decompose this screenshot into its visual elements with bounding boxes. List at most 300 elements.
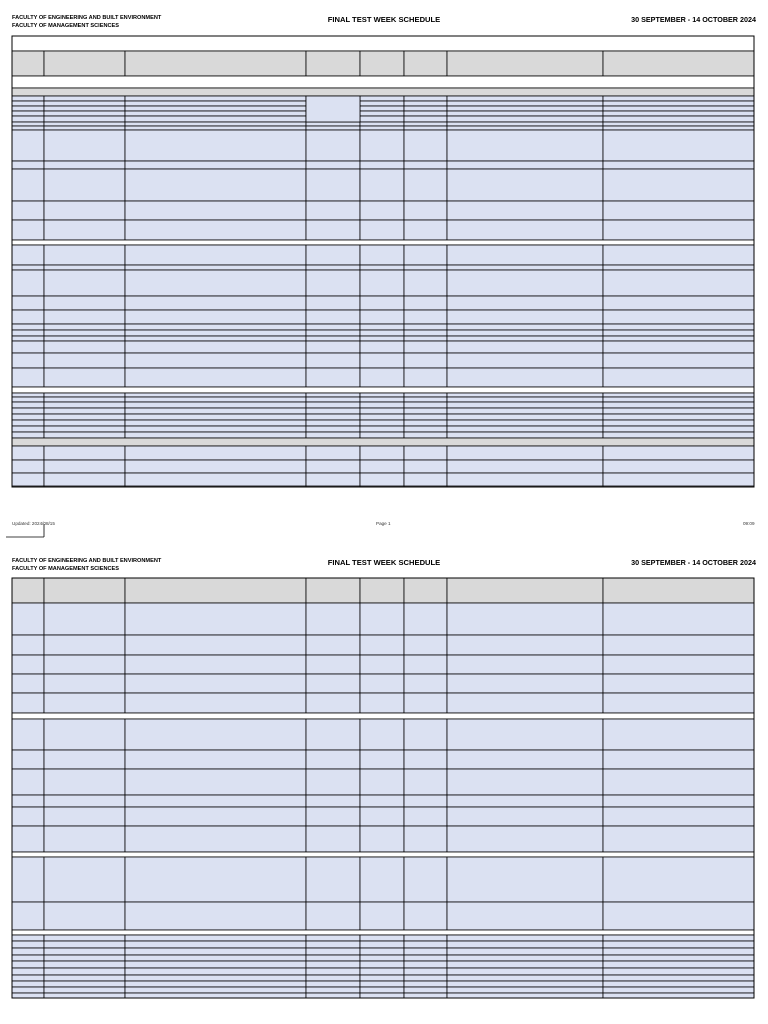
page1-schedule-row-cell — [125, 106, 306, 111]
page2-schedule-row-cell — [603, 635, 754, 655]
page1-schedule-row-cell — [603, 201, 754, 220]
page2-column-header-cell — [125, 578, 306, 603]
page2-schedule-row-cell — [306, 993, 360, 998]
page1-schedule-row-cell — [447, 473, 603, 486]
page1-schedule-row-cell — [12, 397, 44, 402]
page2-schedule-row-cell — [603, 955, 754, 961]
page2-schedule-row-cell — [125, 655, 306, 674]
page1-schedule-row-cell — [125, 245, 306, 265]
page2-schedule-row-cell — [12, 795, 44, 807]
page1-schedule-row-cell — [447, 414, 603, 420]
faculty-line-1: FACULTY OF ENGINEERING AND BUILT ENVIRONMENT — [12, 558, 162, 564]
page2-schedule-row-cell — [12, 693, 44, 713]
page1-schedule-row-cell — [447, 161, 603, 169]
page1-schedule-row-cell — [12, 126, 44, 130]
page1-schedule-row-cell — [447, 460, 603, 473]
page1-schedule-row-cell — [404, 330, 447, 336]
page1-schedule-row-cell — [360, 126, 404, 130]
page2-schedule-row-cell — [404, 750, 447, 769]
page1-schedule-row-cell — [360, 270, 404, 296]
page2-schedule-row-cell — [44, 603, 125, 635]
page1-schedule-row-cell — [447, 101, 603, 106]
page2-schedule-row-cell — [360, 975, 404, 981]
page1-schedule-row-cell — [360, 426, 404, 432]
page2-schedule-row-cell — [44, 993, 125, 998]
page2-column-header-cell — [404, 578, 447, 603]
page1-schedule-row-cell — [404, 473, 447, 486]
page2-schedule-row-cell — [12, 719, 44, 750]
page2-schedule-row-cell — [360, 826, 404, 852]
page1-schedule-row-cell — [12, 161, 44, 169]
page1-schedule-row-cell — [404, 270, 447, 296]
page2-schedule-row-cell — [125, 975, 306, 981]
page2-date-range: 30 SEPTEMBER - 14 OCTOBER 2024 — [631, 558, 756, 567]
page1-schedule-row-cell — [306, 402, 360, 408]
page1-schedule-row-cell — [44, 270, 125, 296]
page1-schedule-row-cell — [447, 402, 603, 408]
page1-schedule-row-cell — [44, 169, 125, 201]
page2-schedule-row-cell — [404, 987, 447, 993]
page1-schedule-row-cell — [603, 341, 754, 353]
footer-time: 09:09 — [743, 521, 755, 526]
page1-schedule-row-cell — [404, 220, 447, 240]
page1-schedule-row-cell — [447, 432, 603, 438]
page1-schedule-row-cell — [603, 460, 754, 473]
page1-schedule-row-cell — [306, 130, 360, 161]
page1-schedule-row-cell — [44, 402, 125, 408]
page1-schedule-row-cell — [12, 473, 44, 486]
page1-schedule-row-cell — [306, 353, 360, 368]
page1-schedule-row-cell — [125, 122, 306, 126]
page1-schedule-row-cell — [44, 130, 125, 161]
page1-schedule-row-cell — [603, 111, 754, 116]
page2-schedule-row-cell — [306, 902, 360, 930]
footer-decoration — [6, 524, 44, 537]
page2-schedule-row-cell — [447, 693, 603, 713]
page2-schedule-row-cell — [125, 769, 306, 795]
page2-schedule-row-cell — [125, 902, 306, 930]
page1-schedule-row-cell — [360, 161, 404, 169]
page2-schedule-row-cell — [12, 655, 44, 674]
page2-schedule-row-cell — [404, 719, 447, 750]
page1-schedule-row-cell — [12, 408, 44, 414]
page1-section-row — [12, 88, 754, 96]
page1-schedule-row-cell — [306, 420, 360, 426]
page2-title: FINAL TEST WEEK SCHEDULE — [327, 558, 441, 567]
page1-schedule-row-cell — [125, 130, 306, 161]
page1-schedule-row-cell — [306, 432, 360, 438]
page1-schedule-row-cell — [447, 330, 603, 336]
page1-schedule-row-cell — [44, 126, 125, 130]
page1-schedule-row-cell — [125, 408, 306, 414]
page2-schedule-row-cell — [447, 993, 603, 998]
page1-schedule-row-cell — [306, 220, 360, 240]
page2-schedule-row-cell — [603, 719, 754, 750]
page2-schedule-row-cell — [44, 902, 125, 930]
page2-schedule-row-cell — [603, 674, 754, 693]
page1-schedule-row-cell — [360, 122, 404, 126]
page1-schedule-row-cell — [306, 270, 360, 296]
page1-schedule-row-cell — [360, 106, 404, 111]
page1-schedule-row-cell — [603, 96, 754, 101]
footer-page-number: Page 1 — [376, 521, 391, 526]
page2-column-header-cell — [306, 578, 360, 603]
page2-table — [12, 578, 754, 998]
page1-schedule-row-cell — [360, 96, 404, 101]
page1-schedule-row-cell — [125, 473, 306, 486]
page2-schedule-row-cell — [360, 857, 404, 902]
page1-schedule-row-cell — [12, 432, 44, 438]
page1-schedule-row-cell — [12, 310, 44, 324]
page1-schedule-row-cell — [12, 220, 44, 240]
page2-schedule-row-cell — [125, 826, 306, 852]
page2-schedule-row-cell — [603, 935, 754, 941]
page1-schedule-row-cell — [360, 432, 404, 438]
page2-schedule-row-cell — [44, 807, 125, 826]
page2-schedule-row-cell — [447, 719, 603, 750]
page1-schedule-row-cell — [44, 420, 125, 426]
page1-schedule-row-cell — [404, 106, 447, 111]
page2-schedule-row-cell — [360, 795, 404, 807]
page2-schedule-row-cell — [603, 968, 754, 975]
page2-schedule-row-cell — [447, 961, 603, 968]
page2-schedule-row-cell — [12, 769, 44, 795]
page2-schedule-row-cell — [447, 948, 603, 955]
page1-schedule-row-cell — [125, 96, 306, 101]
page1-schedule-row-cell — [603, 130, 754, 161]
page2-schedule-row-cell — [44, 961, 125, 968]
page2-schedule-row-cell — [125, 674, 306, 693]
page1-schedule-row-cell — [125, 270, 306, 296]
page2-schedule-row-cell — [603, 857, 754, 902]
page2-schedule-row-cell — [603, 750, 754, 769]
page2-schedule-row-cell — [306, 674, 360, 693]
page1-schedule-row-cell — [306, 296, 360, 310]
page1-schedule-row-cell — [125, 368, 306, 387]
page1-schedule-row-cell — [360, 296, 404, 310]
page1-schedule-row-cell — [404, 393, 447, 397]
page2-gap-row — [12, 852, 754, 857]
page1-schedule-row-cell — [125, 336, 306, 341]
page1-schedule-row-cell — [360, 310, 404, 324]
page1-schedule-row-cell — [125, 101, 306, 106]
page1-schedule-row-cell — [603, 116, 754, 122]
page1-schedule-row-cell — [360, 130, 404, 161]
page2-schedule-row-cell — [360, 635, 404, 655]
page2-schedule-row-cell — [603, 948, 754, 955]
faculty-line-2: FACULTY OF MANAGEMENT SCIENCES — [12, 23, 120, 29]
page2-schedule-row-cell — [44, 769, 125, 795]
page1-schedule-row-cell — [603, 336, 754, 341]
page2-schedule-row-cell — [12, 948, 44, 955]
page1-schedule-row-cell — [603, 368, 754, 387]
faculty-line-1: FACULTY OF ENGINEERING AND BUILT ENVIRONMENT — [12, 15, 162, 21]
page1-schedule-row-cell — [360, 397, 404, 402]
page1-title: FINAL TEST WEEK SCHEDULE — [327, 15, 441, 24]
page1-schedule-row-cell — [447, 106, 603, 111]
page1-schedule-row-cell — [404, 341, 447, 353]
page2-schedule-row-cell — [125, 635, 306, 655]
faculty-line-2: FACULTY OF MANAGEMENT SCIENCES — [12, 566, 120, 572]
page1-schedule-row-cell — [447, 245, 603, 265]
page2-schedule-row-cell — [44, 693, 125, 713]
page2-schedule-row-cell — [125, 857, 306, 902]
page1-schedule-row-cell — [603, 161, 754, 169]
page1-schedule-row-cell — [603, 473, 754, 486]
page2-schedule-row-cell — [12, 987, 44, 993]
page1-schedule-row-cell — [306, 336, 360, 341]
page2-schedule-row-cell — [447, 603, 603, 635]
page2-schedule-row-cell — [603, 961, 754, 968]
page2-schedule-row-cell — [447, 674, 603, 693]
page1-schedule-row-cell — [44, 397, 125, 402]
page1-schedule-row-cell — [125, 397, 306, 402]
page2-schedule-row-cell — [447, 941, 603, 948]
page2-schedule-row-cell — [603, 941, 754, 948]
page2-schedule-row-cell — [12, 902, 44, 930]
page1-schedule-row-cell — [603, 397, 754, 402]
page1-schedule-row-cell — [44, 201, 125, 220]
page1-schedule-row-cell — [12, 265, 44, 270]
page1-schedule-row-cell — [603, 265, 754, 270]
page2-schedule-row-cell — [447, 769, 603, 795]
page1-schedule-row-cell — [404, 265, 447, 270]
page1-schedule-row-cell — [404, 310, 447, 324]
page1-schedule-row-cell — [125, 201, 306, 220]
page1-schedule-row-cell — [404, 122, 447, 126]
page2-schedule-row-cell — [125, 993, 306, 998]
page2-schedule-row-cell — [447, 750, 603, 769]
page1-schedule-row-cell — [447, 324, 603, 330]
page1-schedule-row-cell — [44, 414, 125, 420]
page2-schedule-row-cell — [447, 826, 603, 852]
page2-schedule-row-cell — [360, 603, 404, 635]
page2-schedule-row-cell — [404, 968, 447, 975]
page1-schedule-row-cell — [603, 101, 754, 106]
page2-schedule-row-cell — [44, 750, 125, 769]
page1-schedule-row-cell — [447, 397, 603, 402]
page1-schedule-row-cell — [360, 336, 404, 341]
page1-schedule-row-cell — [12, 446, 44, 460]
page1-schedule-row-cell — [360, 414, 404, 420]
page1-schedule-row-cell — [404, 201, 447, 220]
page1-schedule-row-cell — [360, 116, 404, 122]
page1-schedule-row-cell — [125, 161, 306, 169]
page1-schedule-row-cell — [360, 446, 404, 460]
page1-schedule-row-cell — [603, 245, 754, 265]
page1-schedule-row-cell — [404, 426, 447, 432]
page2-schedule-row-cell — [447, 807, 603, 826]
page2-schedule-row-cell — [447, 635, 603, 655]
page1-schedule-row-cell — [360, 473, 404, 486]
page1-schedule-row-cell — [447, 201, 603, 220]
page2-schedule-row-cell — [603, 693, 754, 713]
page1-schedule-row-cell — [404, 161, 447, 169]
page1-schedule-row-cell — [447, 265, 603, 270]
page2-schedule-row-cell — [447, 955, 603, 961]
page1-schedule-row-cell — [404, 460, 447, 473]
page1-schedule-row-cell — [44, 106, 125, 111]
page1-schedule-row-cell — [306, 393, 360, 397]
page2-column-header-cell — [12, 578, 44, 603]
page1-column-header-cell — [125, 51, 306, 76]
page2-schedule-row-cell — [306, 948, 360, 955]
page1-schedule-row-cell — [306, 414, 360, 420]
page1-schedule-row-cell — [44, 324, 125, 330]
page1-schedule-row-cell — [125, 460, 306, 473]
page1-schedule-row-cell — [44, 296, 125, 310]
page1-schedule-row-cell — [404, 402, 447, 408]
page2-schedule-row-cell — [44, 955, 125, 961]
page1-schedule-row-cell — [603, 402, 754, 408]
page1-schedule-row-cell — [12, 201, 44, 220]
page2-schedule-row-cell — [125, 693, 306, 713]
page2-schedule-row-cell — [44, 795, 125, 807]
page1-schedule-row-cell — [125, 414, 306, 420]
page1-schedule-row-cell — [404, 130, 447, 161]
page2-schedule-row-cell — [404, 655, 447, 674]
page2-schedule-row-cell — [603, 769, 754, 795]
page2-schedule-row-cell — [603, 993, 754, 998]
page2-schedule-row-cell — [306, 981, 360, 987]
page2-schedule-row-cell — [360, 961, 404, 968]
page1-schedule-row-cell — [44, 111, 125, 116]
page2-schedule-row-cell — [12, 857, 44, 902]
page2-schedule-row-cell — [44, 935, 125, 941]
page2-schedule-row-cell — [306, 826, 360, 852]
page2-schedule-row-cell — [306, 968, 360, 975]
page2-schedule-row-cell — [12, 674, 44, 693]
page1-schedule-row-cell — [306, 408, 360, 414]
page1-schedule-row-cell — [603, 106, 754, 111]
page1-schedule-row-cell — [360, 341, 404, 353]
page1-schedule-row-cell — [12, 130, 44, 161]
page1-schedule-row-cell — [12, 111, 44, 116]
page2-schedule-row-cell — [603, 981, 754, 987]
page1-schedule-row-cell — [360, 265, 404, 270]
page2-schedule-row-cell — [360, 955, 404, 961]
page2-schedule-row-cell — [12, 993, 44, 998]
page2-schedule-row-cell — [404, 769, 447, 795]
page2-schedule-row-cell — [125, 968, 306, 975]
page2-schedule-row-cell — [360, 968, 404, 975]
page1-schedule-row-cell — [44, 220, 125, 240]
page2-schedule-row-cell — [360, 769, 404, 795]
page2-schedule-row-cell — [306, 961, 360, 968]
page1-schedule-row-cell — [125, 393, 306, 397]
page1-schedule-row-cell — [125, 432, 306, 438]
page1-schedule-row-cell — [125, 420, 306, 426]
page1-schedule-row-cell — [447, 111, 603, 116]
page2-schedule-row-cell — [125, 961, 306, 968]
page1-schedule-row-cell — [603, 353, 754, 368]
page1-schedule-row-cell — [404, 353, 447, 368]
page1-schedule-row-cell — [12, 460, 44, 473]
page1-schedule-row-cell — [360, 330, 404, 336]
page1-schedule-row-cell — [603, 220, 754, 240]
page1-schedule-row-cell — [603, 408, 754, 414]
page1-schedule-row-cell — [404, 414, 447, 420]
page2-schedule-row-cell — [12, 750, 44, 769]
page1-schedule-row-cell — [306, 368, 360, 387]
page1-schedule-row-cell — [44, 265, 125, 270]
page1-schedule-row-cell — [306, 126, 360, 130]
page1-schedule-row-cell — [360, 101, 404, 106]
page1-schedule-row-cell — [306, 161, 360, 169]
page2-schedule-row-cell — [360, 902, 404, 930]
page1-schedule-row-cell — [404, 101, 447, 106]
page1-schedule-row-cell — [404, 296, 447, 310]
page1-schedule-row-cell — [447, 353, 603, 368]
page1-schedule-row-cell — [12, 245, 44, 265]
page1-schedule-row-cell — [603, 310, 754, 324]
page1-schedule-row-cell — [44, 408, 125, 414]
page2-schedule-row-cell — [404, 993, 447, 998]
page2-schedule-row-cell — [306, 635, 360, 655]
page1-schedule-row-cell — [44, 96, 125, 101]
page1-schedule-row-cell — [603, 169, 754, 201]
page2-schedule-row-cell — [125, 807, 306, 826]
page1-schedule-row-cell — [404, 432, 447, 438]
page1-schedule-row-cell — [125, 116, 306, 122]
page1-schedule-row-cell — [360, 408, 404, 414]
page1-schedule-row-cell — [12, 336, 44, 341]
page2-column-header-cell — [447, 578, 603, 603]
page2-schedule-row-cell — [404, 826, 447, 852]
page2-schedule-row-cell — [44, 719, 125, 750]
page1-schedule-row-cell — [306, 473, 360, 486]
page2-schedule-row-cell — [12, 955, 44, 961]
page1-schedule-row-cell — [12, 330, 44, 336]
page1-section-row — [12, 438, 754, 446]
page2-schedule-row-cell — [404, 795, 447, 807]
page1-schedule-row-cell — [306, 330, 360, 336]
page1-column-header-cell — [404, 51, 447, 76]
page2-schedule-row-cell — [447, 857, 603, 902]
page2-schedule-row-cell — [603, 655, 754, 674]
page1-schedule-row-cell — [125, 341, 306, 353]
page1-schedule-row-cell — [306, 245, 360, 265]
page1-schedule-row-cell — [603, 432, 754, 438]
page1-schedule-row-cell — [12, 353, 44, 368]
page1-schedule-row-cell — [44, 116, 125, 122]
page1-schedule-row-cell — [306, 324, 360, 330]
page1-schedule-row-cell — [447, 122, 603, 126]
page1-schedule-row-cell — [125, 446, 306, 460]
page2-schedule-row-cell — [12, 961, 44, 968]
page2-schedule-row-cell — [12, 807, 44, 826]
page1-schedule-row-cell — [404, 336, 447, 341]
page1-schedule-row-cell — [306, 169, 360, 201]
page2-schedule-row-cell — [447, 902, 603, 930]
page1-schedule-row-cell — [404, 96, 447, 101]
page1-schedule-row-cell — [360, 201, 404, 220]
page1-schedule-row-cell — [44, 122, 125, 126]
page1-schedule-row-cell — [404, 368, 447, 387]
page1-table — [12, 36, 754, 487]
page1-schedule-row-cell — [125, 111, 306, 116]
page2-column-header-cell — [44, 578, 125, 603]
page2-schedule-row-cell — [12, 603, 44, 635]
page2-schedule-row-cell — [360, 719, 404, 750]
page1-schedule-row-cell — [44, 426, 125, 432]
page2-schedule-row-cell — [306, 955, 360, 961]
page2-schedule-row-cell — [404, 955, 447, 961]
page2-schedule-row-cell — [125, 987, 306, 993]
page1-schedule-row-cell — [447, 393, 603, 397]
page2-schedule-row-cell — [306, 655, 360, 674]
page2-schedule-row-cell — [404, 935, 447, 941]
